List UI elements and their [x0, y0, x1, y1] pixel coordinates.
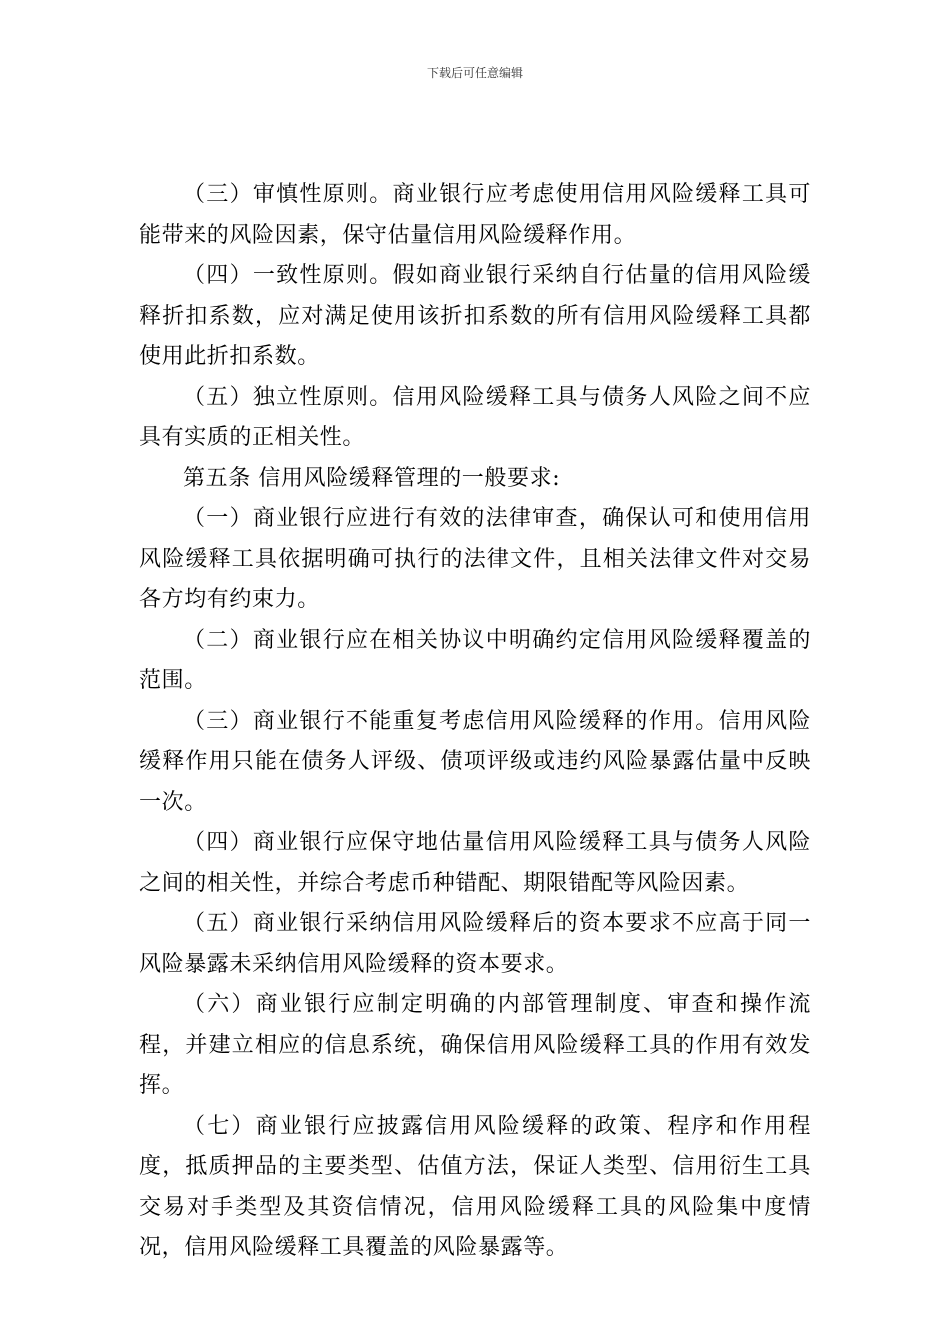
article-five-heading: 第五条 信用风险缓释管理的一般要求: — [183, 465, 561, 491]
paragraph-consistency-principle: （四）一致性原则。假如商业银行采纳自行估量的信用风险缓释折扣系数，应对满足使用该折扣系数的所有信用风险缓释工具都使用此折扣系数。 — [139, 263, 811, 369]
paragraph-prudence-principle: （三）审慎性原则。商业银行应考虑使用信用风险缓释工具可能带来的风险因素，保守估量信用风险缓释作用。 — [139, 182, 811, 248]
paragraph-requirement-2: （二）商业银行应在相关协议中明确约定信用风险缓释覆盖的范围。 — [139, 627, 811, 693]
page-header: 下载后可任意编辑 — [426, 66, 523, 80]
paragraph-requirement-1: （一）商业银行应进行有效的法律审查，确保认可和使用信用风险缓释工具依据明确可执行的法律文件，且相关法律文件对交易各方均有约束力。 — [139, 506, 811, 612]
paragraph-requirement-7: （七）商业银行应披露信用风险缓释的政策、程序和作用程度，抵质押品的主要类型、估值方法，保证人类型、信用衍生工具交易对手类型及其资信情况，信用风险缓释工具的风险集中度情况，信用风险缓释工具覆盖的风险暴露等。 — [139, 1113, 811, 1260]
document-body — [139, 175, 811, 1269]
paragraph-requirement-6: （六）商业银行应制定明确的内部管理制度、审查和操作流程，并建立相应的信息系统，确保信用风险缓释工具的作用有效发挥。 — [139, 992, 811, 1098]
paragraph-requirement-3: （三）商业银行不能重复考虑信用风险缓释的作用。信用风险缓释作用只能在债务人评级、债项评级或违约风险暴露估量中反映一次。 — [139, 708, 811, 815]
paragraph-requirement-5: （五）商业银行采纳信用风险缓释后的资本要求不应高于同一风险暴露未采纳信用风险缓释的资本要求。 — [139, 911, 811, 977]
paragraph-requirement-4: （四）商业银行应保守地估量信用风险缓释工具与债务人风险之间的相关性，并综合考虑币种错配、期限错配等风险因素。 — [139, 830, 811, 896]
paragraph-independence-principle: （五）独立性原则。信用风险缓释工具与债务人风险之间不应具有实质的正相关性。 — [139, 384, 811, 450]
